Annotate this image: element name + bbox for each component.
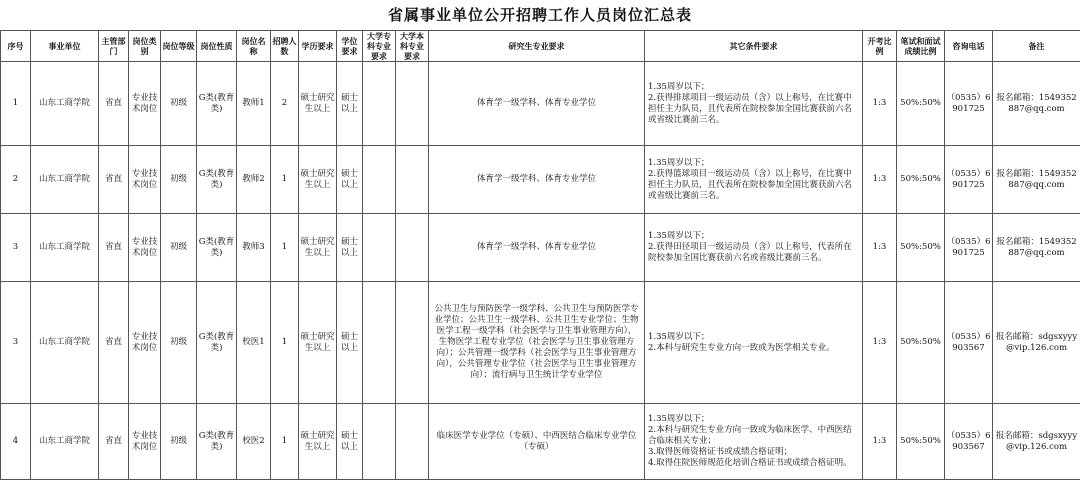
cell-nature: G类(教育类) [197,214,237,282]
cell-name: 教师3 [237,214,271,282]
cell-cat: 专业技术岗位 [129,146,161,214]
cell-degree: 硕士以上 [337,214,363,282]
cell-weight: 50%:50% [897,282,945,404]
cell-degree: 硕士以上 [337,62,363,146]
cell-edu: 硕士研究生以上 [299,282,337,404]
cell-num: 1 [271,404,299,480]
cell-grad-major: 体育学一级学科、体育专业学位 [429,62,645,146]
cell-num: 1 [271,282,299,404]
header-grad: 研究生专业要求 [429,31,645,62]
cell-remark: 报名邮箱：1549352887@qq.com [993,146,1080,214]
cell-dept: 省直 [99,62,129,146]
header-degree: 学位要求 [337,31,363,62]
header-ratio: 开考比例 [863,31,897,62]
cell-other-requirements: 1.35周岁以下； 2.获得篮球项目一级运动员（含）以上称号，在比赛中担任主力队员，且代表所在院校参加全国比赛获前六名或省级比赛前三名。 [645,146,863,214]
cell-seq: 2 [1,146,31,214]
header-row [1,31,1080,62]
cell-seq: 3 [1,214,31,282]
header-edu: 学历要求 [299,31,337,62]
cell-nature: G类(教育类) [197,62,237,146]
cell-dept: 省直 [99,282,129,404]
cell-level: 初级 [161,146,197,214]
cell-nature: G类(教育类) [197,282,237,404]
cell-bachelor [396,404,429,480]
header-dept: 主管部门 [99,31,129,62]
cell-other-requirements: 1.35周岁以下； 2.获得排球项目一级运动员（含）以上称号，在比赛中担任主力队员，且代表所在院校参加全国比赛获前六名或省级比赛前三名。 [645,62,863,146]
cell-edu: 硕士研究生以上 [299,404,337,480]
cell-unit: 山东工商学院 [31,146,99,214]
cell-num: 1 [271,146,299,214]
cell-other-requirements: 1.35周岁以下； 2.本科与研究生专业方向一致或为临床医学、中西医结合临床相关专业； 3.取得医师资格证书或成绩合格证明； 4.取得住院医师规范化培训合格证书或成绩合格证明。 [645,404,863,480]
cell-cat: 专业技术岗位 [129,214,161,282]
cell-grad-major: 临床医学专业学位（专硕）、中西医结合临床专业学位（专硕） [429,404,645,480]
cell-grad-major: 公共卫生与预防医学一级学科、公共卫生与预防医学专业学位；公共卫生一级学科、公共卫生专业学位；生物医学工程一级学科（社会医学与卫生事业管理方向），生物医学工程专业学位（社会医学与卫生事业管理方向）；公共管理一级学科（社会医学与卫生事业管理方向），公共管理专业学位（社会医学与卫生事业管理方向）；流行病与卫生统计学专业学位 [429,282,645,404]
table-row [1,404,1080,480]
cell-ratio: 1:3 [863,214,897,282]
table-body [1,62,1080,480]
cell-cat: 专业技术岗位 [129,282,161,404]
header-name: 岗位名称 [237,31,271,62]
cell-dept: 省直 [99,404,129,480]
cell-bachelor [396,214,429,282]
table-row [1,146,1080,214]
cell-name: 校医1 [237,282,271,404]
cell-ratio: 1:3 [863,404,897,480]
cell-dept: 省直 [99,214,129,282]
cell-bachelor [396,146,429,214]
header-bachelor: 大学本科专业要求 [396,31,429,62]
cell-junior [363,146,396,214]
cell-weight: 50%:50% [897,62,945,146]
cell-level: 初级 [161,62,197,146]
page-title: 省属事业单位公开招聘工作人员岗位汇总表 [0,0,1080,30]
header-unit: 事业单位 [31,31,99,62]
cell-remark: 报名邮箱：sdgsxyyy@vip.126.com [993,404,1080,480]
cell-weight: 50%:50% [897,214,945,282]
cell-dept: 省直 [99,146,129,214]
header-cat: 岗位类别 [129,31,161,62]
cell-seq: 4 [1,404,31,480]
header-junior: 大学专科专业要求 [363,31,396,62]
cell-phone: （0535）6901725 [945,62,993,146]
cell-junior [363,282,396,404]
cell-grad-major: 体育学一级学科、体育专业学位 [429,214,645,282]
cell-weight: 50%:50% [897,146,945,214]
cell-remark: 报名邮箱：1549352887@qq.com [993,214,1080,282]
cell-remark: 报名邮箱：sdgsxyyy@vip.126.com [993,282,1080,404]
cell-phone: （0535）6903567 [945,282,993,404]
header-remark: 备注 [993,31,1080,62]
cell-edu: 硕士研究生以上 [299,146,337,214]
cell-seq: 3 [1,282,31,404]
header-other: 其它条件要求 [645,31,863,62]
cell-grad-major: 体育学一级学科、体育专业学位 [429,146,645,214]
cell-degree: 硕士以上 [337,404,363,480]
cell-unit: 山东工商学院 [31,282,99,404]
cell-name: 校医2 [237,404,271,480]
cell-num: 1 [271,214,299,282]
cell-unit: 山东工商学院 [31,404,99,480]
header-seq: 序号 [1,31,31,62]
cell-other-requirements: 1.35周岁以下； 2.本科与研究生专业方向一致或为医学相关专业。 [645,282,863,404]
cell-unit: 山东工商学院 [31,62,99,146]
cell-junior [363,404,396,480]
table-row [1,282,1080,404]
header-num: 招聘人数 [271,31,299,62]
cell-degree: 硕士以上 [337,146,363,214]
cell-cat: 专业技术岗位 [129,62,161,146]
table-row [1,214,1080,282]
cell-weight: 50%:50% [897,404,945,480]
cell-remark: 报名邮箱：1549352887@qq.com [993,62,1080,146]
cell-edu: 硕士研究生以上 [299,214,337,282]
header-weight: 笔试和面试成绩比例 [897,31,945,62]
cell-phone: （0535）6903567 [945,404,993,480]
cell-nature: G类(教育类) [197,146,237,214]
cell-num: 2 [271,62,299,146]
position-table [0,30,1080,480]
header-level: 岗位等级 [161,31,197,62]
cell-phone: （0535）6901725 [945,214,993,282]
cell-bachelor [396,62,429,146]
cell-junior [363,62,396,146]
cell-ratio: 1:3 [863,62,897,146]
cell-ratio: 1:3 [863,282,897,404]
cell-name: 教师1 [237,62,271,146]
cell-phone: （0535）6901725 [945,146,993,214]
cell-unit: 山东工商学院 [31,214,99,282]
cell-edu: 硕士研究生以上 [299,62,337,146]
cell-name: 教师2 [237,146,271,214]
cell-level: 初级 [161,404,197,480]
cell-degree: 硕士以上 [337,282,363,404]
table-row [1,62,1080,146]
header-phone: 咨询电话 [945,31,993,62]
cell-seq: 1 [1,62,31,146]
cell-junior [363,214,396,282]
cell-bachelor [396,282,429,404]
cell-nature: G类(教育类) [197,404,237,480]
cell-level: 初级 [161,282,197,404]
cell-cat: 专业技术岗位 [129,404,161,480]
header-nature: 岗位性质 [197,31,237,62]
cell-level: 初级 [161,214,197,282]
cell-ratio: 1:3 [863,146,897,214]
cell-other-requirements: 1.35周岁以下； 2.获得田径项目一级运动员（含）以上称号，代表所在院校参加全国比赛获前六名或省级比赛前三名。 [645,214,863,282]
